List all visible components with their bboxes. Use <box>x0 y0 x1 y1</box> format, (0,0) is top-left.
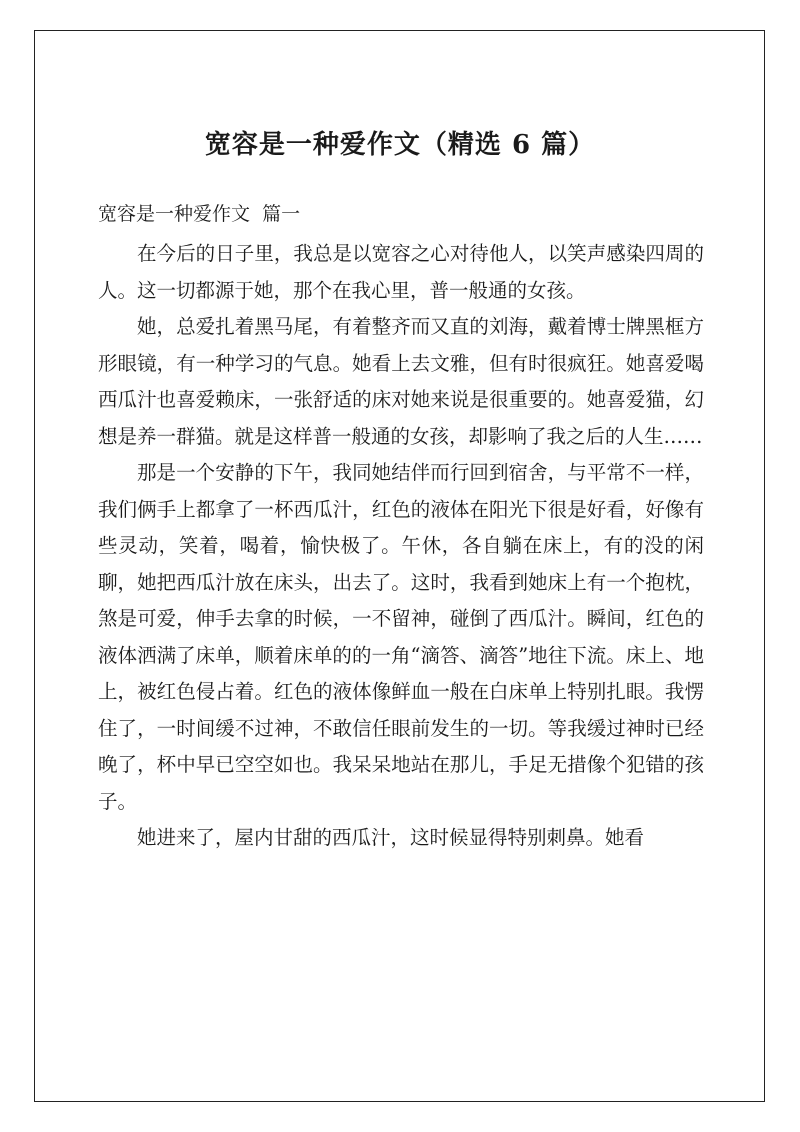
paragraph: 她，总爱扎着黑马尾，有着整齐而又直的刘海，戴着博士牌黑框方形眼镜，有一种学习的气息。她看上去文雅，但有时很疯狂。她喜爱喝西瓜汁也喜爱赖床，一张舒适的床对她来说是很重要的。她喜爱猫，幻想是养一群猫。就是这样普一般通的女孩，却影响了我之后的人生…… <box>98 315 704 448</box>
paragraph: 在今后的日子里，我总是以宽容之心对待他人，以笑声感染四周的人。这一切都源于她，那个在我心里，普一般通的女孩。 <box>98 242 704 302</box>
document-body <box>98 236 704 857</box>
document-title: 宽容是一种爱作文（精选 6 篇） <box>204 130 596 160</box>
section-heading: 宽容是一种爱作文 篇一 <box>98 203 301 225</box>
paragraph: 那是一个安静的下午，我同她结伴而行回到宿舍，与平常不一样，我们俩手上都拿了一杯西瓜汁，红色的液体在阳光下很是好看，好像有些灵动，笑着，喝着，愉快极了。午休，各自躺在床上，有的没的闲聊，她把西瓜汁放在床头，出去了。这时，我看到她床上有一个抱枕，煞是可爱，伸手去拿的时候，一不留神，碰倒了西瓜汁。瞬间，红色的液体洒满了床单，顺着床单的的一角“滴答、滴答”地往下流。床上、地上，被红色侵占着。红色的液体像鲜血一般在白床单上特别扎眼。我愣住了，一时间缓不过神，不敢信任眼前发生的一切。等我缓过神时已经晚了，杯中早已空空如也。我呆呆地站在那儿，手足无措像个犯错的孩子。 <box>98 461 704 813</box>
paragraph: 她进来了，屋内甘甜的西瓜汁，这时候显得特别刺鼻。她看 <box>137 826 645 849</box>
